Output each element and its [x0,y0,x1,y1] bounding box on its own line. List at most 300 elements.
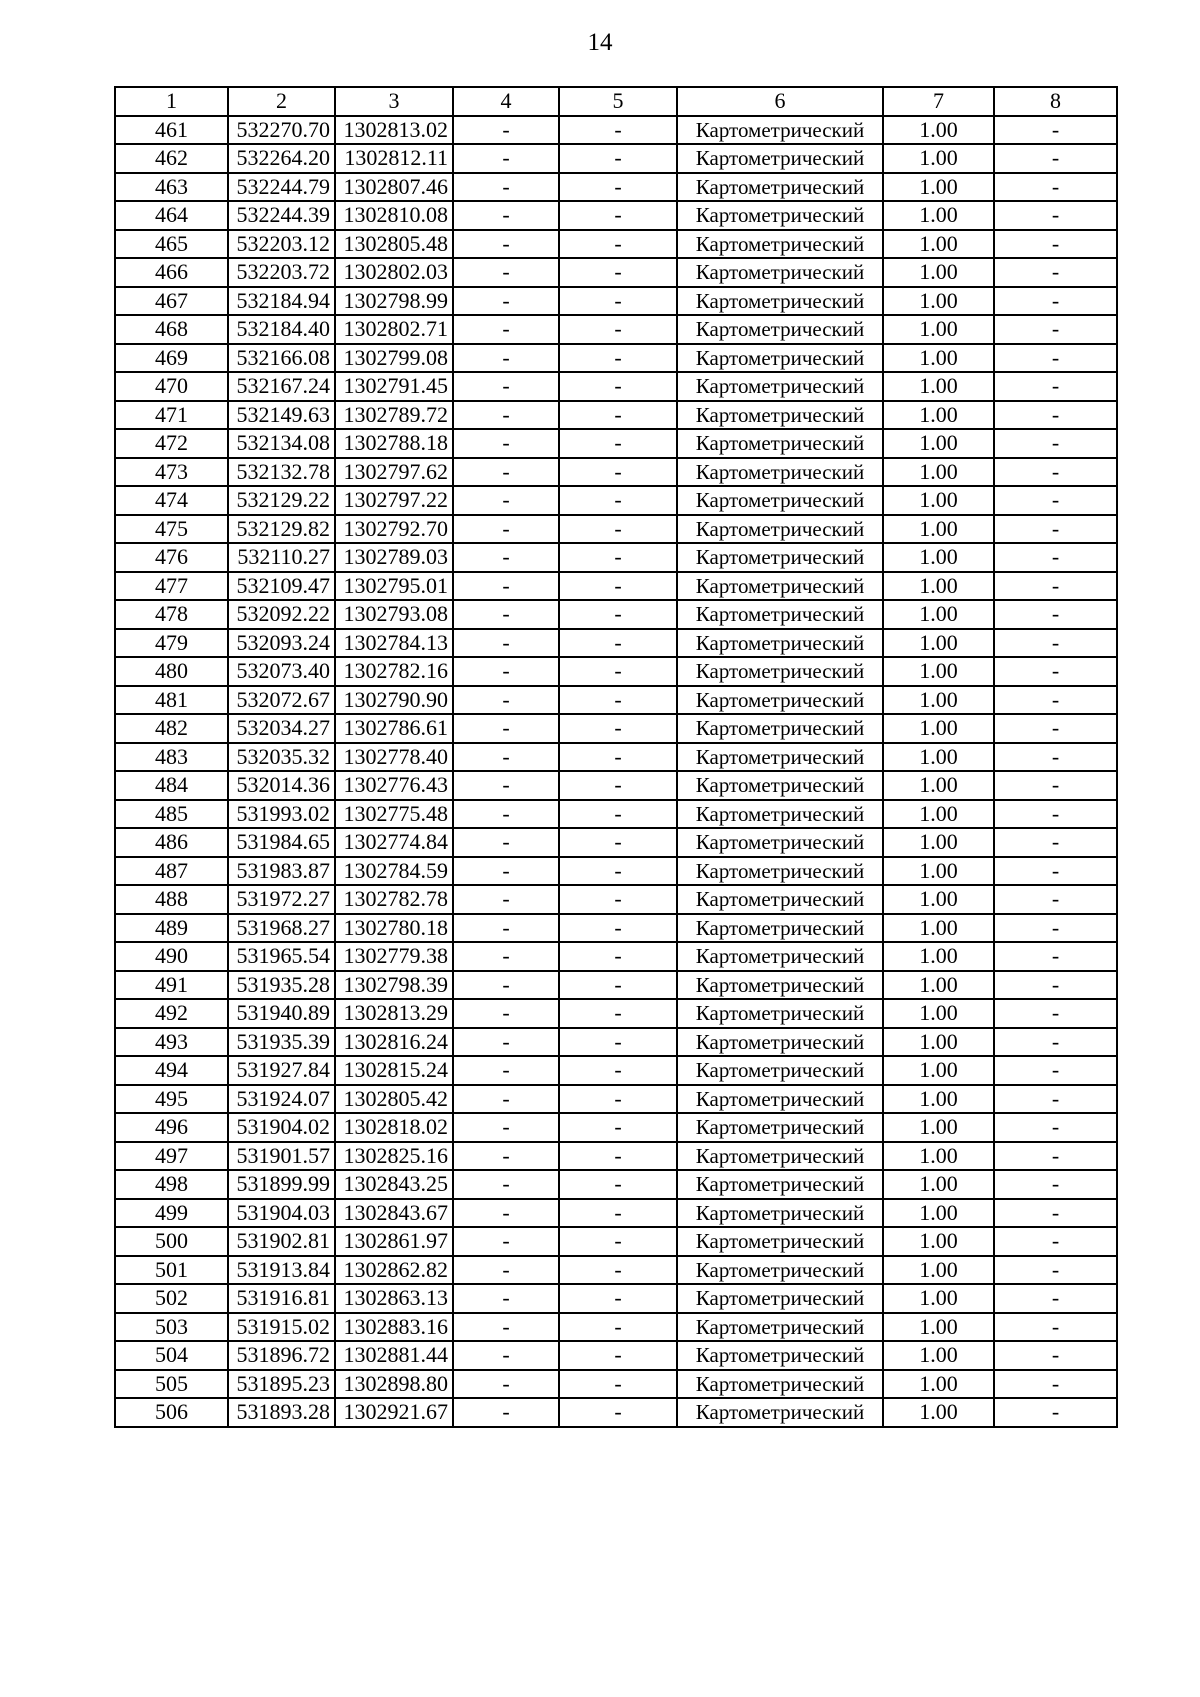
y-coordinate-cell: 1302780.18 [335,914,453,943]
column-4-cell: - [453,144,559,173]
x-coordinate-cell: 531904.02 [228,1113,335,1142]
point-number-cell: 496 [115,1113,228,1142]
y-coordinate-cell: 1302861.97 [335,1227,453,1256]
method-cell: Картометрический [677,771,883,800]
x-coordinate-cell: 532129.22 [228,486,335,515]
column-4-cell: - [453,201,559,230]
column-8-cell: - [994,999,1117,1028]
accuracy-cell: 1.00 [883,1113,994,1142]
column-5-cell: - [559,657,677,686]
table-row [115,743,1117,772]
table-row [115,116,1117,145]
column-8-cell: - [994,144,1117,173]
accuracy-cell: 1.00 [883,486,994,515]
y-coordinate-cell: 1302863.13 [335,1284,453,1313]
column-4-cell: - [453,714,559,743]
table-row [115,173,1117,202]
x-coordinate-cell: 532034.27 [228,714,335,743]
y-coordinate-cell: 1302825.16 [335,1142,453,1171]
x-coordinate-cell: 531972.27 [228,885,335,914]
table-row [115,800,1117,829]
column-5-cell: - [559,515,677,544]
y-coordinate-cell: 1302816.24 [335,1028,453,1057]
table-row [115,230,1117,259]
column-5-cell: - [559,1170,677,1199]
column-8-cell: - [994,515,1117,544]
point-number-cell: 477 [115,572,228,601]
column-5-cell: - [559,828,677,857]
column-4-cell: - [453,258,559,287]
column-4-cell: - [453,1341,559,1370]
table-row [115,201,1117,230]
column-8-cell: - [994,1170,1117,1199]
method-cell: Картометрический [677,686,883,715]
point-number-cell: 492 [115,999,228,1028]
column-4-cell: - [453,372,559,401]
y-coordinate-cell: 1302862.82 [335,1256,453,1285]
point-number-cell: 467 [115,287,228,316]
column-8-cell: - [994,914,1117,943]
column-4-cell: - [453,657,559,686]
point-number-cell: 494 [115,1056,228,1085]
column-8-cell: - [994,287,1117,316]
accuracy-cell: 1.00 [883,258,994,287]
column-8-cell: - [994,1398,1117,1427]
table-row [115,971,1117,1000]
accuracy-cell: 1.00 [883,401,994,430]
x-coordinate-cell: 532035.32 [228,743,335,772]
table-row [115,771,1117,800]
column-4-cell: - [453,857,559,886]
table-row [115,629,1117,658]
column-header: 2 [228,87,335,116]
accuracy-cell: 1.00 [883,657,994,686]
accuracy-cell: 1.00 [883,686,994,715]
column-8-cell: - [994,230,1117,259]
y-coordinate-cell: 1302810.08 [335,201,453,230]
table-row [115,657,1117,686]
point-number-cell: 506 [115,1398,228,1427]
x-coordinate-cell: 532014.36 [228,771,335,800]
method-cell: Картометрический [677,258,883,287]
column-8-cell: - [994,1227,1117,1256]
point-number-cell: 470 [115,372,228,401]
column-8-cell: - [994,458,1117,487]
method-cell: Картометрический [677,743,883,772]
accuracy-cell: 1.00 [883,1170,994,1199]
column-8-cell: - [994,1284,1117,1313]
table-row [115,1056,1117,1085]
table-row [115,486,1117,515]
column-4-cell: - [453,572,559,601]
column-4-cell: - [453,629,559,658]
accuracy-cell: 1.00 [883,1085,994,1114]
y-coordinate-cell: 1302815.24 [335,1056,453,1085]
x-coordinate-cell: 532093.24 [228,629,335,658]
point-number-cell: 484 [115,771,228,800]
accuracy-cell: 1.00 [883,1227,994,1256]
point-number-cell: 475 [115,515,228,544]
y-coordinate-cell: 1302805.48 [335,230,453,259]
column-5-cell: - [559,1199,677,1228]
y-coordinate-cell: 1302812.11 [335,144,453,173]
accuracy-cell: 1.00 [883,1256,994,1285]
accuracy-cell: 1.00 [883,1199,994,1228]
accuracy-cell: 1.00 [883,144,994,173]
table-row [115,344,1117,373]
point-number-cell: 465 [115,230,228,259]
column-8-cell: - [994,714,1117,743]
table-row [115,1199,1117,1228]
column-5-cell: - [559,372,677,401]
accuracy-cell: 1.00 [883,828,994,857]
method-cell: Картометрический [677,1199,883,1228]
point-number-cell: 497 [115,1142,228,1171]
column-4-cell: - [453,1199,559,1228]
point-number-cell: 481 [115,686,228,715]
column-5-cell: - [559,885,677,914]
y-coordinate-cell: 1302774.84 [335,828,453,857]
column-8-cell: - [994,1370,1117,1399]
point-number-cell: 468 [115,315,228,344]
y-coordinate-cell: 1302784.13 [335,629,453,658]
y-coordinate-cell: 1302778.40 [335,743,453,772]
point-number-cell: 472 [115,429,228,458]
y-coordinate-cell: 1302818.02 [335,1113,453,1142]
y-coordinate-cell: 1302843.25 [335,1170,453,1199]
x-coordinate-cell: 531899.99 [228,1170,335,1199]
table-row [115,1085,1117,1114]
point-number-cell: 495 [115,1085,228,1114]
column-4-cell: - [453,1028,559,1057]
column-5-cell: - [559,743,677,772]
x-coordinate-cell: 532129.82 [228,515,335,544]
column-4-cell: - [453,942,559,971]
method-cell: Картометрический [677,1113,883,1142]
column-8-cell: - [994,543,1117,572]
point-number-cell: 491 [115,971,228,1000]
y-coordinate-cell: 1302779.38 [335,942,453,971]
method-cell: Картометрический [677,971,883,1000]
table-row [115,857,1117,886]
x-coordinate-cell: 531896.72 [228,1341,335,1370]
column-4-cell: - [453,287,559,316]
column-8-cell: - [994,828,1117,857]
method-cell: Картометрический [677,1056,883,1085]
page-number: 14 [587,29,613,56]
method-cell: Картометрический [677,1313,883,1342]
method-cell: Картометрический [677,714,883,743]
accuracy-cell: 1.00 [883,714,994,743]
method-cell: Картометрический [677,857,883,886]
accuracy-cell: 1.00 [883,771,994,800]
y-coordinate-cell: 1302797.62 [335,458,453,487]
table-row [115,144,1117,173]
column-4-cell: - [453,486,559,515]
method-cell: Картометрический [677,401,883,430]
point-number-cell: 485 [115,800,228,829]
column-4-cell: - [453,686,559,715]
y-coordinate-cell: 1302798.99 [335,287,453,316]
column-4-cell: - [453,458,559,487]
x-coordinate-cell: 531983.87 [228,857,335,886]
table-row [115,1370,1117,1399]
y-coordinate-cell: 1302898.80 [335,1370,453,1399]
x-coordinate-cell: 532203.72 [228,258,335,287]
column-4-cell: - [453,800,559,829]
x-coordinate-cell: 532244.39 [228,201,335,230]
x-coordinate-cell: 531935.28 [228,971,335,1000]
method-cell: Картометрический [677,914,883,943]
point-number-cell: 504 [115,1341,228,1370]
column-4-cell: - [453,885,559,914]
y-coordinate-cell: 1302921.67 [335,1398,453,1427]
accuracy-cell: 1.00 [883,1398,994,1427]
point-number-cell: 462 [115,144,228,173]
accuracy-cell: 1.00 [883,201,994,230]
column-8-cell: - [994,344,1117,373]
y-coordinate-cell: 1302795.01 [335,572,453,601]
point-number-cell: 490 [115,942,228,971]
column-5-cell: - [559,258,677,287]
accuracy-cell: 1.00 [883,116,994,145]
column-4-cell: - [453,1370,559,1399]
accuracy-cell: 1.00 [883,429,994,458]
table-row [115,1398,1117,1427]
table-row [115,1256,1117,1285]
column-4-cell: - [453,173,559,202]
column-8-cell: - [994,401,1117,430]
column-4-cell: - [453,1142,559,1171]
column-header: 8 [994,87,1117,116]
accuracy-cell: 1.00 [883,857,994,886]
x-coordinate-cell: 532264.20 [228,144,335,173]
table-row [115,258,1117,287]
accuracy-cell: 1.00 [883,173,994,202]
table-row [115,429,1117,458]
y-coordinate-cell: 1302775.48 [335,800,453,829]
column-8-cell: - [994,1256,1117,1285]
column-4-cell: - [453,971,559,1000]
x-coordinate-cell: 531902.81 [228,1227,335,1256]
point-number-cell: 500 [115,1227,228,1256]
accuracy-cell: 1.00 [883,999,994,1028]
x-coordinate-cell: 532134.08 [228,429,335,458]
point-number-cell: 480 [115,657,228,686]
column-8-cell: - [994,486,1117,515]
column-4-cell: - [453,1085,559,1114]
x-coordinate-cell: 532270.70 [228,116,335,145]
column-4-cell: - [453,515,559,544]
point-number-cell: 499 [115,1199,228,1228]
table-row [115,600,1117,629]
x-coordinate-cell: 531993.02 [228,800,335,829]
method-cell: Картометрический [677,144,883,173]
column-5-cell: - [559,1142,677,1171]
y-coordinate-cell: 1302883.16 [335,1313,453,1342]
column-8-cell: - [994,258,1117,287]
column-header: 7 [883,87,994,116]
accuracy-cell: 1.00 [883,344,994,373]
point-number-cell: 493 [115,1028,228,1057]
column-4-cell: - [453,401,559,430]
column-8-cell: - [994,1199,1117,1228]
column-5-cell: - [559,572,677,601]
accuracy-cell: 1.00 [883,287,994,316]
column-5-cell: - [559,344,677,373]
point-number-cell: 464 [115,201,228,230]
column-4-cell: - [453,1227,559,1256]
point-number-cell: 502 [115,1284,228,1313]
method-cell: Картометрический [677,1170,883,1199]
column-5-cell: - [559,1227,677,1256]
method-cell: Картометрический [677,885,883,914]
column-5-cell: - [559,144,677,173]
table-row [115,828,1117,857]
table-row [115,372,1117,401]
accuracy-cell: 1.00 [883,971,994,1000]
x-coordinate-cell: 532132.78 [228,458,335,487]
accuracy-cell: 1.00 [883,743,994,772]
column-4-cell: - [453,828,559,857]
column-4-cell: - [453,315,559,344]
column-8-cell: - [994,1028,1117,1057]
table-row [115,1028,1117,1057]
y-coordinate-cell: 1302792.70 [335,515,453,544]
column-5-cell: - [559,486,677,515]
point-number-cell: 486 [115,828,228,857]
column-5-cell: - [559,914,677,943]
column-header: 3 [335,87,453,116]
x-coordinate-cell: 531895.23 [228,1370,335,1399]
method-cell: Картометрический [677,116,883,145]
x-coordinate-cell: 531965.54 [228,942,335,971]
column-5-cell: - [559,1028,677,1057]
method-cell: Картометрический [677,828,883,857]
accuracy-cell: 1.00 [883,914,994,943]
column-8-cell: - [994,572,1117,601]
table-row [115,1284,1117,1313]
column-5-cell: - [559,429,677,458]
table-row [115,515,1117,544]
column-5-cell: - [559,600,677,629]
accuracy-cell: 1.00 [883,1284,994,1313]
accuracy-cell: 1.00 [883,1313,994,1342]
column-5-cell: - [559,1370,677,1399]
column-header: 6 [677,87,883,116]
column-8-cell: - [994,116,1117,145]
table-row [115,572,1117,601]
column-4-cell: - [453,1256,559,1285]
x-coordinate-cell: 531935.39 [228,1028,335,1057]
column-5-cell: - [559,686,677,715]
point-number-cell: 473 [115,458,228,487]
column-4-cell: - [453,1313,559,1342]
table-row [115,1170,1117,1199]
column-8-cell: - [994,1085,1117,1114]
table-body [115,116,1117,1427]
column-5-cell: - [559,942,677,971]
x-coordinate-cell: 531916.81 [228,1284,335,1313]
column-8-cell: - [994,971,1117,1000]
column-8-cell: - [994,629,1117,658]
y-coordinate-cell: 1302805.42 [335,1085,453,1114]
x-coordinate-cell: 532092.22 [228,600,335,629]
point-number-cell: 479 [115,629,228,658]
accuracy-cell: 1.00 [883,629,994,658]
column-8-cell: - [994,372,1117,401]
method-cell: Картометрический [677,629,883,658]
column-8-cell: - [994,315,1117,344]
y-coordinate-cell: 1302791.45 [335,372,453,401]
column-4-cell: - [453,344,559,373]
column-8-cell: - [994,1113,1117,1142]
column-5-cell: - [559,1085,677,1114]
method-cell: Картометрический [677,458,883,487]
x-coordinate-cell: 532184.40 [228,315,335,344]
point-number-cell: 482 [115,714,228,743]
y-coordinate-cell: 1302789.72 [335,401,453,430]
column-8-cell: - [994,885,1117,914]
accuracy-cell: 1.00 [883,1142,994,1171]
x-coordinate-cell: 532203.12 [228,230,335,259]
x-coordinate-cell: 531915.02 [228,1313,335,1342]
column-5-cell: - [559,1056,677,1085]
method-cell: Картометрический [677,1085,883,1114]
column-8-cell: - [994,201,1117,230]
accuracy-cell: 1.00 [883,372,994,401]
x-coordinate-cell: 532149.63 [228,401,335,430]
column-5-cell: - [559,1284,677,1313]
y-coordinate-cell: 1302813.02 [335,116,453,145]
column-8-cell: - [994,173,1117,202]
column-5-cell: - [559,971,677,1000]
table-row [115,914,1117,943]
point-number-cell: 505 [115,1370,228,1399]
accuracy-cell: 1.00 [883,885,994,914]
column-4-cell: - [453,1113,559,1142]
method-cell: Картометрический [677,486,883,515]
column-5-cell: - [559,800,677,829]
x-coordinate-cell: 531984.65 [228,828,335,857]
column-5-cell: - [559,315,677,344]
point-number-cell: 474 [115,486,228,515]
column-8-cell: - [994,600,1117,629]
column-5-cell: - [559,857,677,886]
x-coordinate-cell: 531924.07 [228,1085,335,1114]
method-cell: Картометрический [677,372,883,401]
table-header-row [115,87,1117,116]
column-5-cell: - [559,629,677,658]
table-row [115,1227,1117,1256]
column-5-cell: - [559,401,677,430]
point-number-cell: 501 [115,1256,228,1285]
y-coordinate-cell: 1302786.61 [335,714,453,743]
method-cell: Картометрический [677,315,883,344]
column-5-cell: - [559,543,677,572]
column-4-cell: - [453,743,559,772]
column-5-cell: - [559,714,677,743]
point-number-cell: 503 [115,1313,228,1342]
table-row [115,401,1117,430]
point-number-cell: 488 [115,885,228,914]
column-header: 1 [115,87,228,116]
x-coordinate-cell: 532244.79 [228,173,335,202]
point-number-cell: 461 [115,116,228,145]
accuracy-cell: 1.00 [883,315,994,344]
point-number-cell: 469 [115,344,228,373]
y-coordinate-cell: 1302802.71 [335,315,453,344]
